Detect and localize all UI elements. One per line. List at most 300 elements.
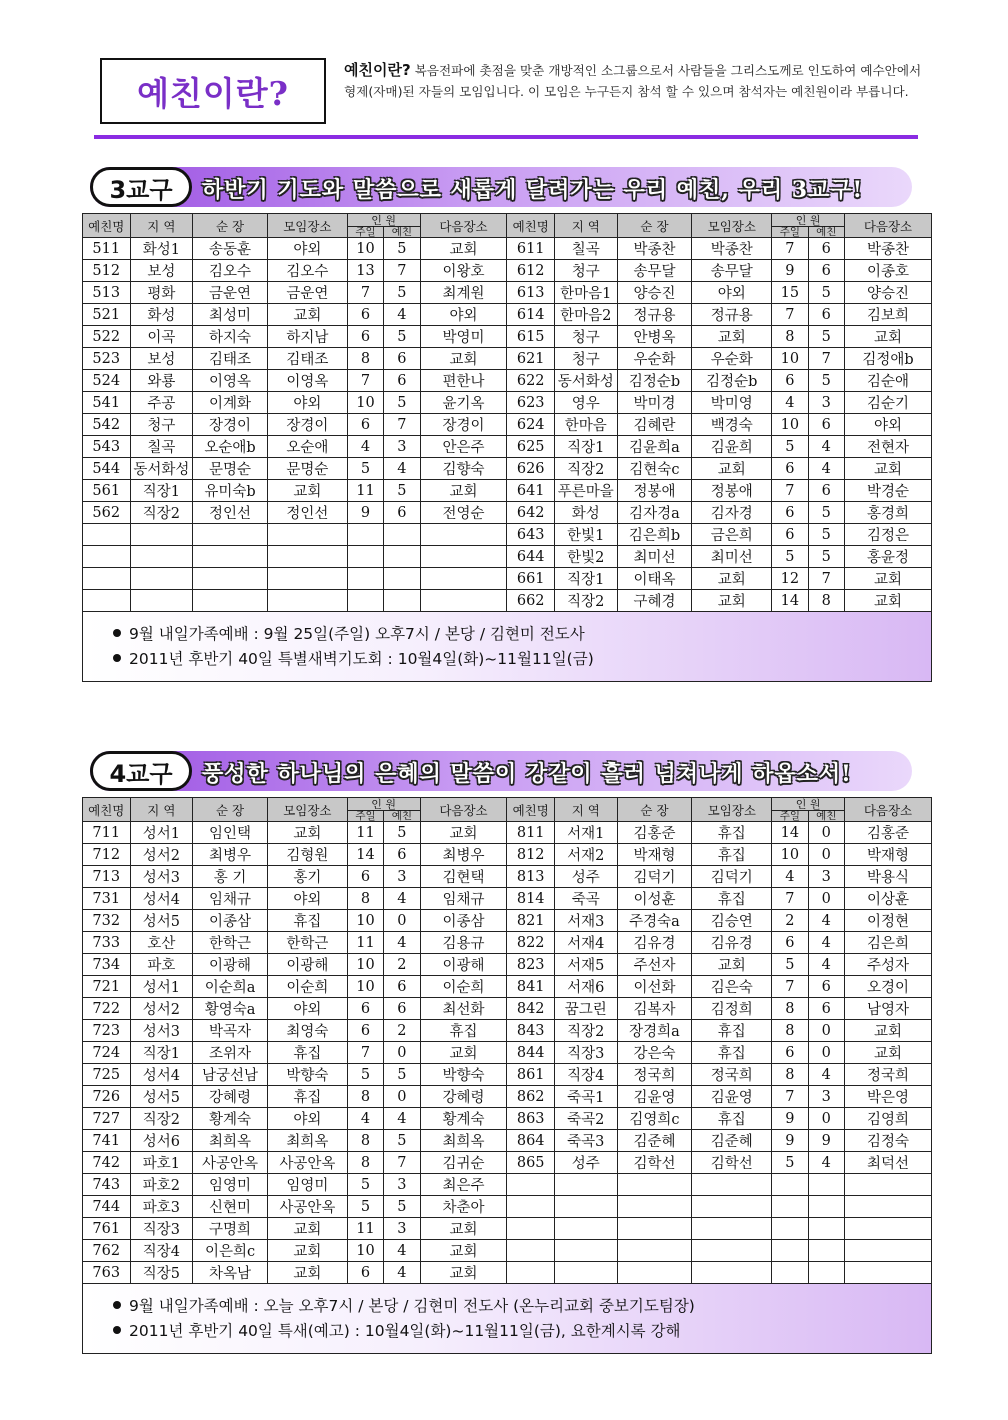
cell-region: 직장1 (130, 480, 193, 502)
cell-next-place: 김순기 (844, 392, 931, 414)
cell-yechin-id: 562 (83, 502, 131, 524)
district-slogan: 하반기 기도와 말씀으로 새롭게 달려가는 우리 예친, 우리 3교구! (202, 177, 864, 203)
cell-place: 정국희 (692, 1064, 772, 1086)
table-row (83, 1064, 932, 1086)
cell-sunday-count: 6 (347, 998, 383, 1020)
header-yechin-count: 예친 (816, 809, 837, 822)
cell-sunday-count: 10 (772, 414, 808, 436)
cell-yechin-id: 621 (507, 348, 555, 370)
cell-place: 김정순b (692, 370, 772, 392)
cell-sunday-count: 10 (772, 348, 808, 370)
cell-yechin-id: 813 (507, 866, 555, 888)
table-row (83, 282, 932, 304)
cell-yechin-id: 511 (83, 238, 131, 260)
cell-leader: 김홍준 (617, 822, 692, 844)
cell-place (267, 568, 347, 590)
table-row (83, 392, 932, 414)
cell-next-place: 교회 (420, 1218, 507, 1240)
cell-place: 야외 (267, 392, 347, 414)
notice-item (113, 1319, 931, 1344)
cell-leader: 주경숙a (617, 910, 692, 932)
cell-yechin-id: 821 (507, 910, 555, 932)
cell-region: 보성 (130, 260, 193, 282)
cell-next-place: 교회 (844, 568, 931, 590)
cell-place: 사공안옥 (267, 1152, 347, 1174)
cell-leader: 이영옥 (193, 370, 268, 392)
cell-yechin-id: 524 (83, 370, 131, 392)
cell-yechin-id: 723 (83, 1020, 131, 1042)
cell-place: 김윤희 (692, 436, 772, 458)
table-row (83, 1152, 932, 1174)
cell-yechin-count: 5 (384, 238, 420, 260)
intro-title-box (100, 58, 326, 124)
header-region: 지 역 (130, 798, 193, 822)
cell-region: 이곡 (130, 326, 193, 348)
cell-leader: 이성훈 (617, 888, 692, 910)
cell-yechin-count: 3 (808, 866, 844, 888)
cell-yechin-count: 4 (384, 1108, 420, 1130)
cell-region: 직장1 (554, 568, 617, 590)
cell-sunday-count (772, 1240, 808, 1262)
cell-region: 서재5 (554, 954, 617, 976)
cell-region: 직장2 (130, 1108, 193, 1130)
header-yechin: 예친명 (507, 214, 555, 238)
cell-region: 성서5 (130, 910, 193, 932)
cell-yechin-id: 625 (507, 436, 555, 458)
cell-yechin-count (808, 1218, 844, 1240)
cell-leader: 김윤희a (617, 436, 692, 458)
cell-yechin-id: 626 (507, 458, 555, 480)
cell-region: 직장1 (554, 436, 617, 458)
cell-leader: 정국희 (617, 1064, 692, 1086)
cell-yechin-count: 6 (808, 976, 844, 998)
cell-next-place: 이종삼 (420, 910, 507, 932)
cell-leader: 김은희b (617, 524, 692, 546)
cell-next-place: 박영미 (420, 326, 507, 348)
cell-yechin-count: 0 (808, 1108, 844, 1130)
table-row (83, 414, 932, 436)
cell-next-place: 황계숙 (420, 1108, 507, 1130)
cell-leader: 양승진 (617, 282, 692, 304)
cell-next-place: 전현자 (844, 436, 931, 458)
cell-yechin-id: 842 (507, 998, 555, 1020)
cell-yechin-id: 711 (83, 822, 131, 844)
table-row (83, 260, 932, 282)
cell-leader: 이계화 (193, 392, 268, 414)
cell-sunday-count: 6 (772, 932, 808, 954)
cell-yechin-id: 841 (507, 976, 555, 998)
cell-place: 김자경 (692, 502, 772, 524)
cell-yechin-count (808, 1174, 844, 1196)
cell-place: 장경이 (267, 414, 347, 436)
cell-leader: 최희옥 (193, 1130, 268, 1152)
cell-leader: 하지숙 (193, 326, 268, 348)
cell-region (554, 1218, 617, 1240)
table-row (83, 326, 932, 348)
notice-box (82, 612, 932, 682)
cell-yechin-id: 732 (83, 910, 131, 932)
cell-next-place: 김향숙 (420, 458, 507, 480)
cell-sunday-count (772, 1218, 808, 1240)
cell-yechin-count: 4 (384, 1262, 420, 1284)
cell-region: 한마음2 (554, 304, 617, 326)
cell-region: 와룡 (130, 370, 193, 392)
cell-sunday-count: 14 (772, 822, 808, 844)
cell-leader: 사공안옥 (193, 1152, 268, 1174)
cell-next-place: 교회 (844, 326, 931, 348)
cell-sunday-count: 7 (347, 1042, 383, 1064)
cell-yechin-id: 864 (507, 1130, 555, 1152)
cell-yechin-count: 3 (808, 392, 844, 414)
cell-next-place: 홍경희 (844, 502, 931, 524)
cell-region: 서재1 (554, 822, 617, 844)
cell-sunday-count: 7 (772, 304, 808, 326)
cell-sunday-count: 11 (347, 932, 383, 954)
notice-item (113, 622, 931, 647)
notice-item (113, 1294, 931, 1319)
cell-yechin-count: 6 (384, 370, 420, 392)
cell-region: 성서5 (130, 1086, 193, 1108)
cell-next-place: 최병우 (420, 844, 507, 866)
cell-next-place: 야외 (420, 304, 507, 326)
cell-place: 최영숙 (267, 1020, 347, 1042)
cell-region: 청구 (554, 260, 617, 282)
cell-leader: 임채규 (193, 888, 268, 910)
cell-next-place: 이종호 (844, 260, 931, 282)
cell-yechin-count: 7 (808, 348, 844, 370)
cell-yechin-count: 6 (808, 480, 844, 502)
cell-next-place: 전영순 (420, 502, 507, 524)
notice-text: 2011년 후반기 40일 특별새벽기도회 : 10월4일(화)~11월11일(금) (129, 650, 594, 668)
cell-region: 직장3 (130, 1218, 193, 1240)
cell-sunday-count (772, 1196, 808, 1218)
cell-yechin-count: 6 (808, 260, 844, 282)
cell-sunday-count: 9 (772, 1108, 808, 1130)
cell-yechin-count: 9 (808, 1130, 844, 1152)
cell-yechin-count: 6 (384, 348, 420, 370)
cell-place: 이영옥 (267, 370, 347, 392)
cell-region (130, 524, 193, 546)
cell-yechin-id: 611 (507, 238, 555, 260)
cell-region (130, 590, 193, 612)
notice-item (113, 647, 931, 672)
cell-next-place: 편한나 (420, 370, 507, 392)
table-row (83, 1130, 932, 1152)
cell-next-place: 김순애 (844, 370, 931, 392)
cell-yechin-id: 862 (507, 1086, 555, 1108)
cell-yechin-count: 3 (808, 1086, 844, 1108)
cell-yechin-count: 5 (808, 370, 844, 392)
cell-sunday-count: 5 (772, 1152, 808, 1174)
cell-yechin-id: 613 (507, 282, 555, 304)
cell-next-place: 차춘아 (420, 1196, 507, 1218)
cell-place: 최희옥 (267, 1130, 347, 1152)
header-region: 지 역 (554, 214, 617, 238)
cell-next-place: 김정숙 (844, 1130, 931, 1152)
header-leader: 순 장 (617, 214, 692, 238)
cell-yechin-count (808, 1240, 844, 1262)
bullet-icon (113, 654, 121, 662)
cell-yechin-id: 865 (507, 1152, 555, 1174)
cell-place: 김준혜 (692, 1130, 772, 1152)
cell-next-place: 김현택 (420, 866, 507, 888)
cell-yechin-count: 4 (384, 458, 420, 480)
table-row (83, 348, 932, 370)
table-row (83, 910, 932, 932)
cell-place: 야외 (267, 998, 347, 1020)
cell-sunday-count: 14 (347, 844, 383, 866)
cell-region: 푸른마을 (554, 480, 617, 502)
cell-leader: 강혜령 (193, 1086, 268, 1108)
cell-sunday-count: 7 (772, 888, 808, 910)
cell-next-place (844, 1218, 931, 1240)
cell-sunday-count (347, 524, 383, 546)
cell-yechin-id: 822 (507, 932, 555, 954)
cell-next-place: 박용식 (844, 866, 931, 888)
cell-next-place: 장경이 (420, 414, 507, 436)
header-count (347, 214, 420, 238)
header-place: 모임장소 (267, 798, 347, 822)
cell-next-place (420, 568, 507, 590)
cell-yechin-count: 4 (808, 1152, 844, 1174)
cell-yechin-id: 614 (507, 304, 555, 326)
cell-place: 교회 (692, 458, 772, 480)
cell-region: 성서2 (130, 844, 193, 866)
header-yechin-count: 예친 (391, 225, 412, 238)
cell-next-place: 이정현 (844, 910, 931, 932)
table-row (83, 888, 932, 910)
cell-yechin-count (384, 524, 420, 546)
cell-yechin-count: 0 (808, 1020, 844, 1042)
cell-sunday-count: 6 (772, 524, 808, 546)
cell-next-place (420, 590, 507, 612)
cell-yechin-id: 734 (83, 954, 131, 976)
cell-region (554, 1174, 617, 1196)
header-place: 모임장소 (692, 798, 772, 822)
cell-yechin-count (384, 546, 420, 568)
header-place: 모임장소 (267, 214, 347, 238)
cell-next-place: 이왕호 (420, 260, 507, 282)
cell-yechin-count: 5 (384, 1196, 420, 1218)
cell-leader: 김현숙c (617, 458, 692, 480)
cell-leader: 박곡자 (193, 1020, 268, 1042)
cell-sunday-count: 6 (347, 304, 383, 326)
cell-yechin-count: 6 (808, 304, 844, 326)
cell-sunday-count: 15 (772, 282, 808, 304)
cell-yechin-count: 3 (384, 1174, 420, 1196)
cell-next-place: 이상훈 (844, 888, 931, 910)
cell-next-place: 김정애b (844, 348, 931, 370)
cell-yechin-count: 4 (808, 954, 844, 976)
cell-yechin-id: 522 (83, 326, 131, 348)
cell-sunday-count: 8 (772, 1064, 808, 1086)
cell-region: 직장2 (554, 590, 617, 612)
cell-sunday-count: 9 (772, 260, 808, 282)
cell-region: 파호1 (130, 1152, 193, 1174)
cell-sunday-count: 8 (772, 1020, 808, 1042)
cell-next-place: 김정은 (844, 524, 931, 546)
cell-yechin-count (808, 1262, 844, 1284)
cell-sunday-count: 4 (772, 866, 808, 888)
cell-yechin-count: 5 (384, 326, 420, 348)
cell-region: 동서화성 (554, 370, 617, 392)
cell-sunday-count: 12 (772, 568, 808, 590)
cell-leader (617, 1240, 692, 1262)
cell-leader: 최성미 (193, 304, 268, 326)
cell-place: 이광해 (267, 954, 347, 976)
notice-text: 9월 내일가족예배 : 9월 25일(주일) 오후7시 / 본당 / 김현미 전도사 (129, 625, 585, 643)
cell-sunday-count: 5 (347, 1064, 383, 1086)
cell-place: 김덕기 (692, 866, 772, 888)
table-row (83, 954, 932, 976)
cell-leader: 김오수 (193, 260, 268, 282)
bullet-icon (113, 629, 121, 637)
cell-yechin-count: 4 (808, 932, 844, 954)
cell-sunday-count: 6 (347, 414, 383, 436)
cell-leader: 김복자 (617, 998, 692, 1020)
cell-next-place: 정국희 (844, 1064, 931, 1086)
cell-sunday-count: 7 (772, 480, 808, 502)
cell-sunday-count: 10 (347, 910, 383, 932)
cell-yechin-id: 542 (83, 414, 131, 436)
cell-region: 성서3 (130, 1020, 193, 1042)
cell-region: 한마음 (554, 414, 617, 436)
cell-yechin-id: 622 (507, 370, 555, 392)
cell-place: 금운연 (267, 282, 347, 304)
cell-sunday-count: 11 (347, 1218, 383, 1240)
cell-yechin-id: 662 (507, 590, 555, 612)
table-row (83, 1108, 932, 1130)
cell-yechin-count: 2 (384, 954, 420, 976)
cell-next-place: 교회 (420, 480, 507, 502)
cell-place: 박종찬 (692, 238, 772, 260)
cell-leader: 구혜경 (617, 590, 692, 612)
cell-sunday-count (347, 546, 383, 568)
cell-sunday-count: 9 (347, 502, 383, 524)
cell-place: 정봉애 (692, 480, 772, 502)
cell-place: 교회 (267, 1262, 347, 1284)
table-row (83, 546, 932, 568)
cell-leader: 주선자 (617, 954, 692, 976)
cell-next-place: 김은희 (844, 932, 931, 954)
cell-next-place (844, 1262, 931, 1284)
cell-yechin-id: 523 (83, 348, 131, 370)
cell-yechin-count: 4 (384, 932, 420, 954)
cell-region: 성주 (554, 1152, 617, 1174)
cell-leader: 이순희a (193, 976, 268, 998)
cell-yechin-id: 721 (83, 976, 131, 998)
cell-place: 김은숙 (692, 976, 772, 998)
cell-sunday-count: 8 (347, 1086, 383, 1108)
cell-region: 영우 (554, 392, 617, 414)
cell-next-place: 이광해 (420, 954, 507, 976)
cell-region: 성서4 (130, 888, 193, 910)
table-header-row (83, 214, 932, 238)
cell-sunday-count: 6 (347, 326, 383, 348)
cell-yechin-count: 4 (808, 910, 844, 932)
cell-next-place: 교회 (420, 1240, 507, 1262)
cell-region: 동서화성 (130, 458, 193, 480)
cell-yechin-id (83, 546, 131, 568)
cell-yechin-id (507, 1174, 555, 1196)
cell-leader (617, 1218, 692, 1240)
cell-yechin-id: 643 (507, 524, 555, 546)
cell-region: 성서1 (130, 822, 193, 844)
cell-yechin-count: 6 (384, 976, 420, 998)
cell-sunday-count: 6 (347, 1262, 383, 1284)
cell-next-place: 야외 (844, 414, 931, 436)
cell-region: 화성1 (130, 238, 193, 260)
cell-place: 야외 (267, 238, 347, 260)
cell-leader: 박재형 (617, 844, 692, 866)
cell-sunday-count: 7 (772, 1086, 808, 1108)
cell-leader: 한학근 (193, 932, 268, 954)
table-row (83, 480, 932, 502)
cell-place: 교회 (267, 822, 347, 844)
cell-place: 정규용 (692, 304, 772, 326)
cell-yechin-count: 5 (808, 282, 844, 304)
cell-yechin-count: 0 (808, 822, 844, 844)
cell-sunday-count: 7 (347, 282, 383, 304)
cell-next-place: 교회 (844, 1020, 931, 1042)
header-count-label: 인 원 (348, 215, 420, 227)
cell-leader: 장경이 (193, 414, 268, 436)
cell-yechin-id (507, 1240, 555, 1262)
cell-next-place: 교회 (420, 348, 507, 370)
cell-yechin-count: 4 (808, 436, 844, 458)
cell-place: 휴집 (267, 1086, 347, 1108)
header-count (772, 798, 845, 822)
cell-leader: 김덕기 (617, 866, 692, 888)
cell-yechin-count: 6 (384, 844, 420, 866)
cell-yechin-id: 812 (507, 844, 555, 866)
cell-sunday-count: 5 (772, 954, 808, 976)
cell-next-place: 박재형 (844, 844, 931, 866)
cell-sunday-count: 8 (772, 326, 808, 348)
cell-yechin-id (83, 568, 131, 590)
cell-yechin-id: 743 (83, 1174, 131, 1196)
header-count (772, 214, 845, 238)
cell-sunday-count: 7 (772, 976, 808, 998)
cell-leader: 강은숙 (617, 1042, 692, 1064)
cell-place: 김학선 (692, 1152, 772, 1174)
cell-sunday-count: 10 (772, 844, 808, 866)
cell-yechin-count: 0 (384, 1086, 420, 1108)
table-row (83, 238, 932, 260)
cell-place: 교회 (692, 568, 772, 590)
cell-region: 호산 (130, 932, 193, 954)
cell-place: 사공안옥 (267, 1196, 347, 1218)
cell-yechin-id (507, 1196, 555, 1218)
cell-yechin-count: 0 (808, 1042, 844, 1064)
cell-leader: 홍 기 (193, 866, 268, 888)
cell-place: 야외 (267, 1108, 347, 1130)
cell-sunday-count: 6 (772, 370, 808, 392)
cell-next-place: 최은주 (420, 1174, 507, 1196)
cell-place: 금은희 (692, 524, 772, 546)
table-row (83, 1174, 932, 1196)
cell-yechin-count: 7 (384, 1152, 420, 1174)
cell-region: 청구 (554, 348, 617, 370)
cell-leader (193, 590, 268, 612)
notice-text: 2011년 후반기 40일 특새(예고) : 10월4일(화)~11월11일(금), 요한계시록 강해 (129, 1322, 681, 1340)
cell-place: 하지남 (267, 326, 347, 348)
cell-sunday-count: 4 (347, 436, 383, 458)
cell-region: 직장3 (554, 1042, 617, 1064)
cell-yechin-count: 5 (808, 524, 844, 546)
cell-leader: 조위자 (193, 1042, 268, 1064)
cell-place: 이순희 (267, 976, 347, 998)
